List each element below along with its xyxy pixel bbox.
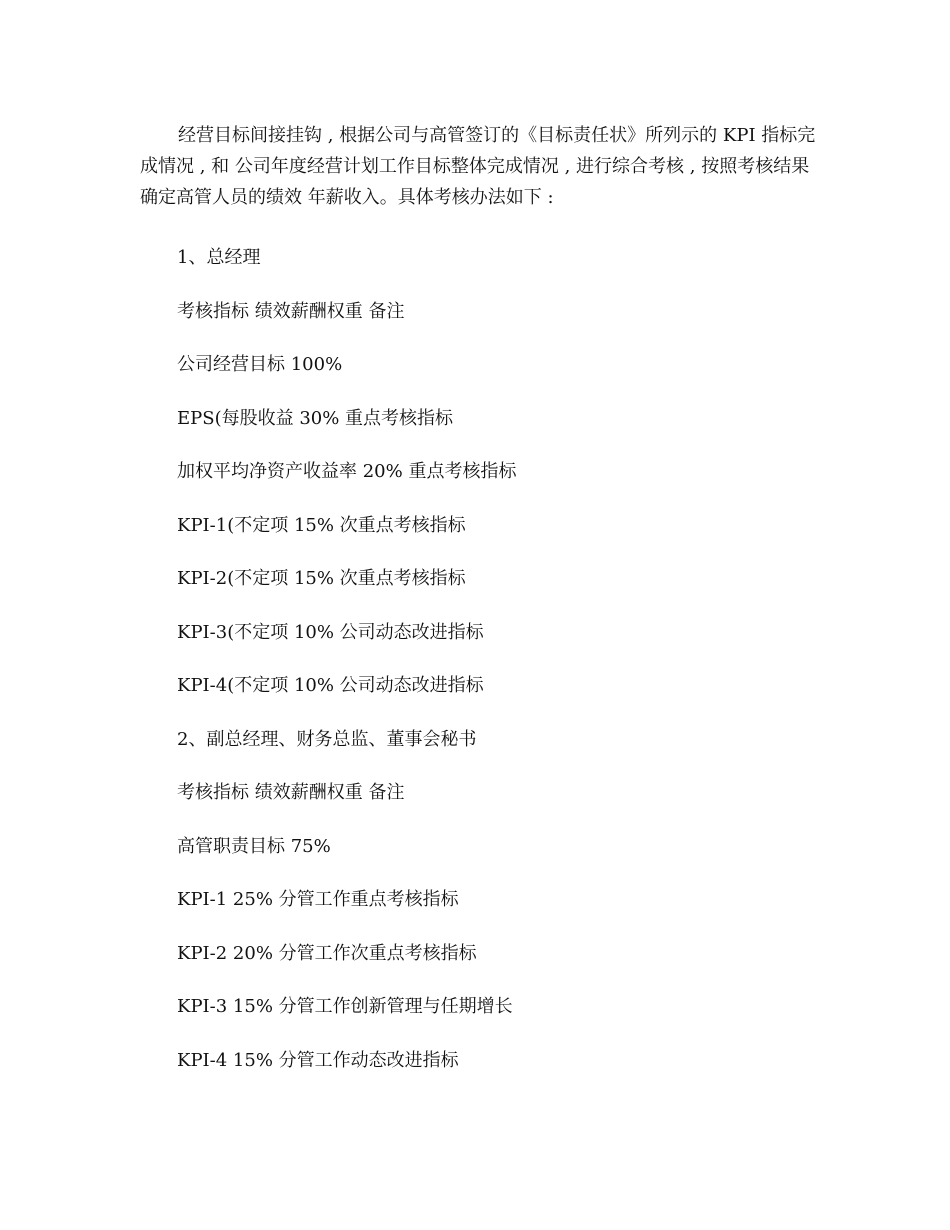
table-row-line: KPI-3(不定项 10% 公司动态改进指标: [177, 622, 484, 643]
section-heading-general-manager: 1、总经理: [177, 247, 261, 268]
section-heading-deputy-managers: 2、副总经理、财务总监、董事会秘书: [177, 729, 477, 750]
table-header-line: 考核指标 绩效薪酬权重 备注: [177, 782, 405, 803]
table-row-line: KPI-2 20% 分管工作次重点考核指标: [177, 943, 477, 964]
table-row-line: EPS(每股收益 30% 重点考核指标: [177, 408, 454, 429]
table-header-line: 考核指标 绩效薪酬权重 备注: [177, 301, 405, 322]
table-row-line: KPI-3 15% 分管工作创新管理与任期增长: [177, 996, 513, 1017]
table-row-line: KPI-1 25% 分管工作重点考核指标: [177, 889, 459, 910]
table-row-line: 公司经营目标 100%: [177, 354, 343, 375]
table-row-line: KPI-4 15% 分管工作动态改进指标: [177, 1050, 459, 1071]
table-row-line: KPI-1(不定项 15% 次重点考核指标: [177, 515, 466, 536]
table-row-line: 加权平均净资产收益率 20% 重点考核指标: [177, 461, 517, 482]
table-row-line: 高管职责目标 75%: [177, 836, 331, 857]
table-row-line: KPI-2(不定项 15% 次重点考核指标: [177, 568, 466, 589]
table-row-line: KPI-4(不定项 10% 公司动态改进指标: [177, 675, 484, 696]
intro-paragraph: 经营目标间接挂钩 , 根据公司与高管签订的《目标责任状》所列示的 KPI 指标完成情况 , 和 公司年度经营计划工作目标整体完成情况 , 进行综合考核 , 按照考核结果确定高管人员的绩效 年薪收入。具体考核办法如下 :: [140, 125, 816, 208]
